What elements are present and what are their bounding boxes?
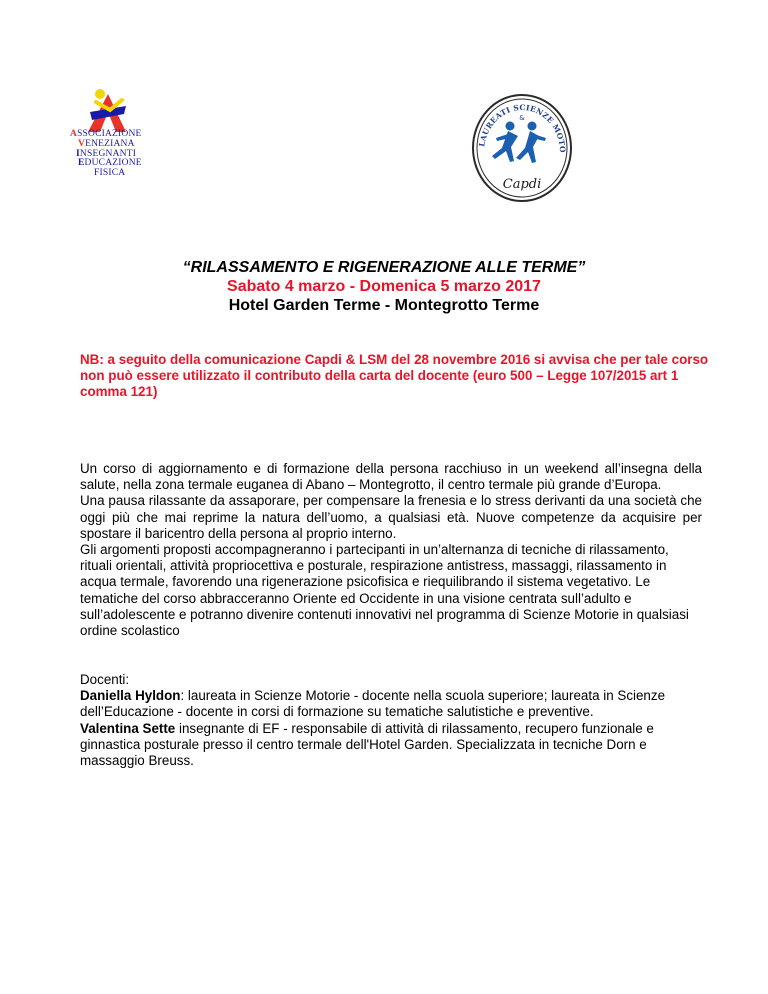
association-name: ASSOCIAZIONE VENEZIANA INSEGNANTI EDUCAZIONE FISICA [70,129,142,179]
event-dates: Sabato 4 marzo - Domenica 5 marzo 2017 [227,278,541,295]
docenti-section [80,672,702,769]
event-title: “RILASSAMENTO E RIGENERAZIONE ALLE TERME” [182,259,586,276]
paragraph-intro: Un corso di aggiornamento e di formazione della persona racchiuso in un weekend all’insegna della salute, nella zona termale euganea di Abano – Montegrotto, il centro termale più grande d’Europa. [80,461,702,493]
event-venue: Hotel Garden Terme - Montegrotto Terme [228,297,540,314]
figure-logo-icon [86,88,132,134]
docente-2 [80,721,702,770]
docente-1 [80,688,702,720]
capdi-logo [470,92,574,209]
docente-2-name: Valentina Sette [80,720,176,736]
docenti-heading: Docenti: [80,672,130,687]
docente-1-text: : laureata in Scienze Motorie - docente nella scuola superiore; laureata in Scienze dell’Educazione - docente in corsi di formazione su tematiche salutistiche e preventive. [80,688,666,720]
docente-1-name: Daniella Hyldon [80,688,181,704]
nb-notice: NB: a seguito della comunicazione Capdi & LSM del 28 novembre 2016 si avvisa che per tale corso non può essere utilizzato il contributo della carta del docente (euro 500 – Legge 107/2015 art 1 comma 121) [80,352,709,400]
capdi-emblem-icon [470,92,574,204]
event-header [0,258,768,315]
association-logo [66,88,156,188]
paragraph-topics: Gli argomenti proposti accompagneranno i partecipanti in un’alternanza di tecniche di rilassamento, rituali orientali, attività propriocettiva e posturale, respirazione antistress, massaggi, rilassamento in acqua termale, favorendo una rigenerazione psicofisica e riequilibrando il sistema vegetativo. Le tematiche del corso abbracceranno Oriente ed Occidente in una visione centrata sull’adulto e sull’adolescente e potranno divenire contenuti innovativi nel programma di Scienze Motorie in qualsiasi ordine scolastico [80,542,689,639]
svg-text:Capdi: Capdi [502,177,542,192]
docente-2-text: insegnante di EF - responsabile di attività di rilassamento, recupero funzionale e ginnastica posturale presso il centro termale dell'Hotel Garden. Specializzata in tecniche Dorn e massaggio Breuss. [80,720,654,769]
course-description [80,461,702,639]
paragraph-pause: Una pausa rilassante da assaporare, per compensare la frenesia e lo stress derivanti da una società che oggi più che mai reprime la natura dell’uomo, a qualsiasi età. Nuove competenze da acquisire per spostare il baricentro della persona al proprio interno. [80,493,702,541]
svg-text:LAUREATI SCIENZE MOTORIE: LAUREATI SCIENZE MOTO [477,102,568,154]
svg-text:&: & [519,114,525,122]
